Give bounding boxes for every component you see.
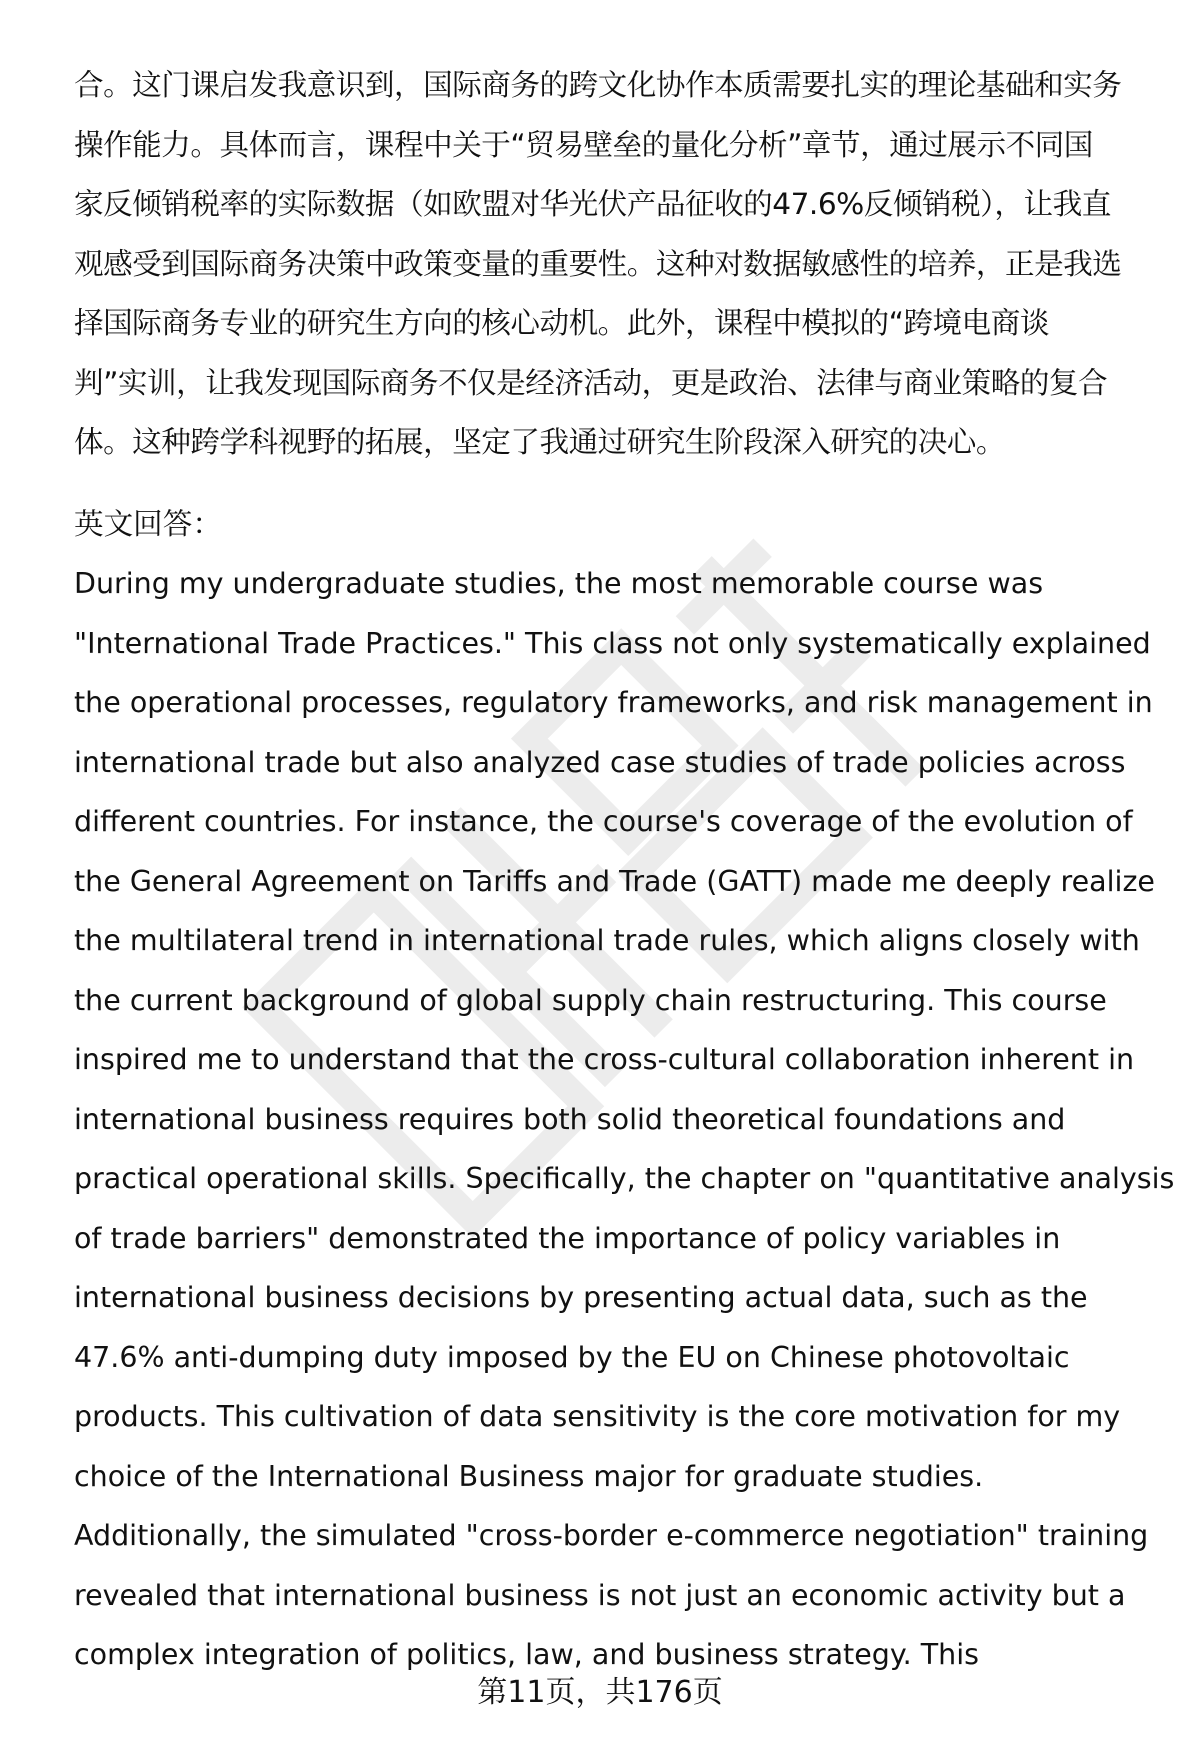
- english-line: inspired me to understand that the cross-cultural collaboration inherent in: [74, 1043, 1135, 1076]
- english-line: choice of the International Business major for graduate studies.: [74, 1459, 984, 1493]
- chinese-line: 择国际商务专业的研究生方向的核心动机。此外，课程中模拟的“跨境电商谈: [74, 306, 1049, 340]
- chinese-line: 判”实训，让我发现国际商务不仅是经济活动，更是政治、法律与商业策略的复合: [74, 365, 1108, 400]
- page-number-footer: 第11页，共176页: [477, 1675, 723, 1710]
- english-line: Additionally, the simulated "cross-border e-commerce negotiation" training: [74, 1519, 1149, 1552]
- english-line: products. This cultivation of data sensitivity is the core motivation for my: [74, 1400, 1121, 1433]
- english-line: the General Agreement on Tariffs and Trade (GATT) made me deeply realize: [74, 864, 1155, 898]
- english-line: 47.6% anti-dumping duty imposed by the EU on Chinese photovoltaic: [74, 1340, 1070, 1374]
- english-line: During my undergraduate studies, the most memorable course was: [74, 567, 1044, 600]
- chinese-line: 观感受到国际商务决策中政策变量的重要性。这种对数据敏感性的培养，正是我选: [74, 246, 1122, 281]
- document-page: [74, 56, 1175, 1685]
- english-line: the current background of global supply chain restructuring. This course: [74, 983, 1107, 1017]
- english-line: of trade barriers" demonstrated the importance of policy variables in: [74, 1221, 1061, 1255]
- english-line: practical operational skills. Specifically, the chapter on "quantitative analysis: [74, 1162, 1175, 1195]
- english-line: "International Trade Practices." This class not only systematically explained: [74, 626, 1151, 660]
- english-paragraph: [74, 554, 1175, 1685]
- english-line: international business requires both solid theoretical foundations and: [74, 1102, 1066, 1136]
- english-line: revealed that international business is not just an economic activity but a: [74, 1578, 1126, 1612]
- chinese-line: 体。这种跨学科视野的拓展，坚定了我通过研究生阶段深入研究的决心。: [74, 425, 1005, 459]
- english-line: the operational processes, regulatory frameworks, and risk management in: [74, 686, 1153, 719]
- english-line: the multilateral trend in international trade rules, which aligns closely with: [74, 924, 1140, 957]
- chinese-line: 操作能力。具体而言，课程中关于“贸易壁垒的量化分析”章节，通过展示不同国: [74, 127, 1093, 162]
- english-line: complex integration of politics, law, and business strategy. This: [74, 1638, 980, 1671]
- chinese-paragraph: [74, 56, 1164, 473]
- english-answer-heading: 英文回答：: [74, 506, 222, 541]
- english-line: international trade but also analyzed case studies of trade policies across: [74, 745, 1126, 779]
- chinese-line: 家反倾销税率的实际数据（如欧盟对华光伏产品征收的47.6%反倾销税），让我直: [74, 187, 1111, 221]
- english-line: international business decisions by presenting actual data, such as the: [74, 1281, 1088, 1314]
- english-line: different countries. For instance, the course's coverage of the evolution of: [74, 805, 1133, 838]
- chinese-line: 合。这门课启发我意识到，国际商务的跨文化协作本质需要扎实的理论基础和实务: [74, 68, 1122, 102]
